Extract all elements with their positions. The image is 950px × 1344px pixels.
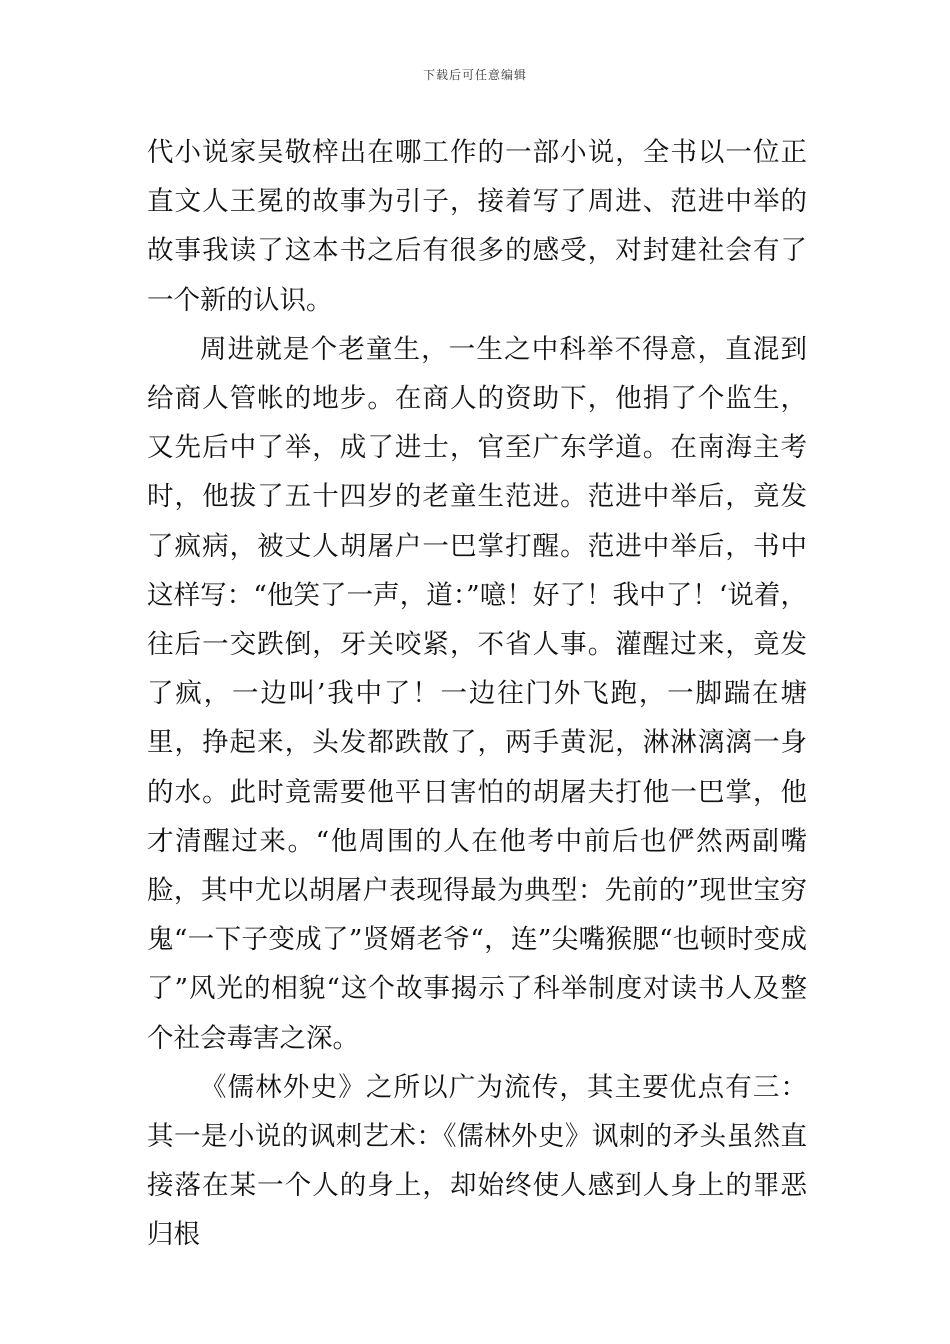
- paragraph-fan-jin-story: 周进就是个老童生，一生之中科举不得意，直混到给商人管帐的地步。在商人的资助下，他捐了个监生，又先后中了举，成了进士，官至广东学道。在南海主考时，他拔了五十四岁的老童生范进。范进中举后，竟发了疯病，被丈人胡屠户一巴掌打醒。范进中举后，书中这样写：“他笑了一声，道：”噫！好了！我中了！‘说着，往后一交跌倒，牙关咬紧，不省人事。灌醒过来，竟发了疯，一边叫’我中了！一边往门外飞跑，一脚踹在塘里，挣起来，头发都跌散了，两手黄泥，淋淋漓漓一身的水。此时竟需要他平日害怕的胡屠夫打他一巴掌，他才清醒过来。“他周围的人在他考中前后也俨然两副嘴脸，其中尤以胡屠户表现得最为典型：先前的”现世宝穷鬼“一下子变成了”贤婿老爷“，连”尖嘴猴腮“也顿时变成了”风光的相貌“这个故事揭示了科举制度对读书人及整个社会毒害之深。: [147, 333, 807, 1054]
- document-body: [147, 128, 807, 1260]
- paragraph-intro: 代小说家吴敬梓出在哪工作的一部小说，全书以一位正直文人王冕的故事为引子，接着写了周进、范进中举的故事我读了这本书之后有很多的感受，对封建社会有了一个新的认识。: [147, 137, 807, 316]
- page-header: 下载后可任意编辑: [422, 68, 527, 82]
- paragraph-satire-merits: 《儒林外史》之所以广为流传，其主要优点有三：其一是小说的讽刺艺术：《儒林外史》讽刺的矛头虽然直接落在某一个人的身上，却始终使人感到人身上的罪恶归根: [147, 1071, 807, 1251]
